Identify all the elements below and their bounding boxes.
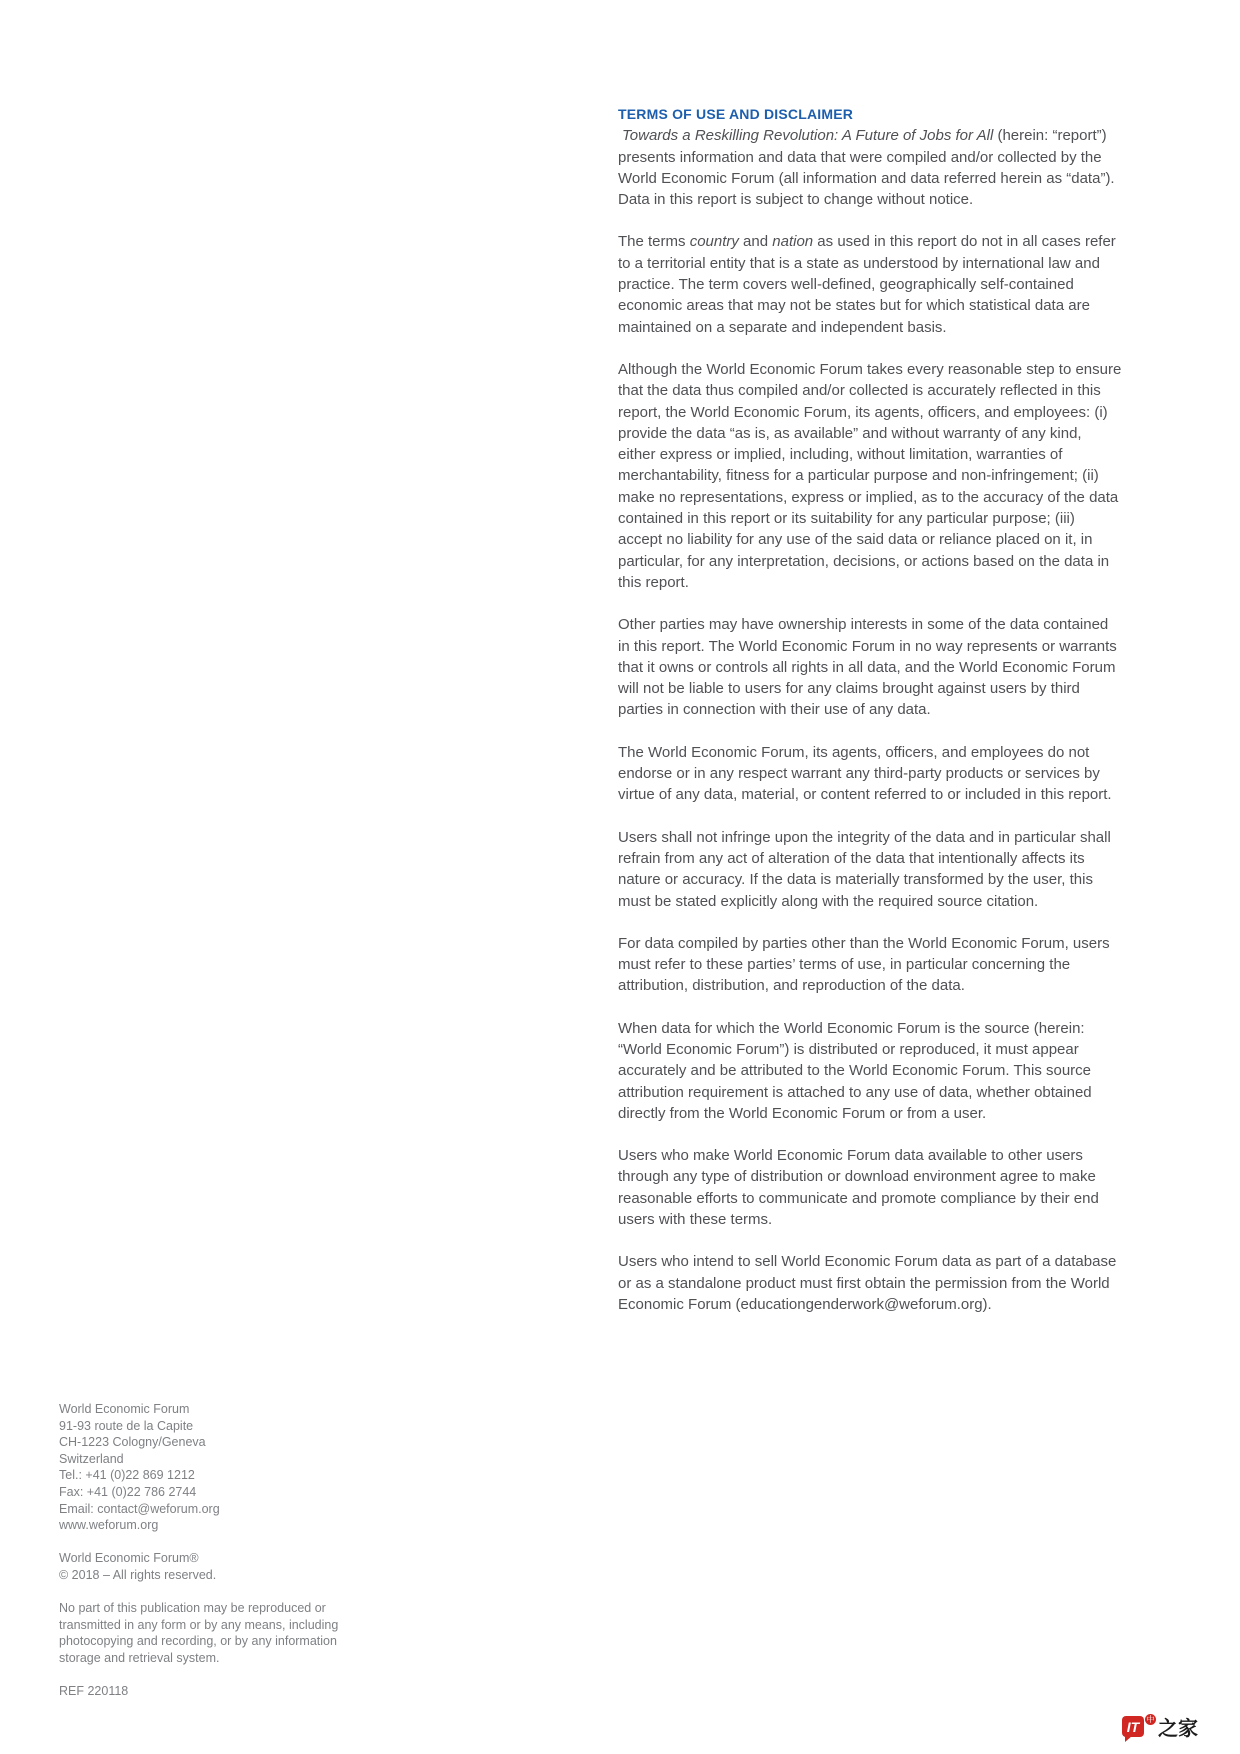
- rights-notice-block: [59, 1600, 338, 1666]
- terms-paragraph: Although the World Economic Forum takes every reasonable step to ensure that the data thus compiled and/or collected is accurately reflected in this report, the World Economic Forum, its agents, officers, and employees: (i) provide the data “as is, as available” and without warranty of any kind, either express or implied, including, without limitation, warranties of merchantability, fitness for a particular purpose and non-infringement; (ii) make no representations, express or implied, as to the accuracy of the data contained in this report or its suitability for any particular purpose; (iii) accept no liability for any use of the said data or reliance placed on it, in particular, for any interpretation, decisions, or actions based on the data in this report.: [618, 360, 1122, 591]
- terms-section: [618, 104, 1123, 1336]
- imprint-line: 91-93 route de la Capite: [59, 1418, 194, 1433]
- terms-paragraph: The terms country and nation as used in this report do not in all cases refer to a territorial entity that is a state as understood by international law and practice. The term covers well-defined, geographically self-contained economic areas that may not be states but for which statistical data are maintained on a separate and independent basis.: [618, 233, 1116, 336]
- imprint-line: Tel.: +41 (0)22 869 1212: [59, 1468, 195, 1483]
- terms-paragraph: Users who make World Economic Forum data available to other users through any type of distribution or download environment agree to make reasonable efforts to communicate and promote compliance by their end users with these terms.: [618, 1147, 1099, 1229]
- terms-heading: TERMS OF USE AND DISCLAIMER: [618, 106, 854, 122]
- imprint-block: [59, 1401, 338, 1699]
- imprint-line: Fax: +41 (0)22 786 2744: [59, 1484, 197, 1499]
- ref-number: REF 220118: [59, 1683, 129, 1698]
- copyright-block: [59, 1550, 338, 1583]
- terms-paragraph: Users shall not infringe upon the integrity of the data and in particular shall refrain from any act of alteration of the data that intentionally affects its nature or accuracy. If the data is materially transformed by the user, this must be stated explicitly along with the required source citation.: [618, 828, 1111, 910]
- imprint-line: Switzerland: [59, 1451, 124, 1466]
- terms-paragraph: When data for which the World Economic Forum is the source (herein: “World Economic Forum”) is distributed or reproduced, it must appear accurately and be attributed to the World Economic Forum. This source attribution requirement is attached to any use of data, whether obtained directly from the World Economic Forum or from a user.: [618, 1019, 1092, 1122]
- imprint-line: CH-1223 Cologny/Geneva: [59, 1435, 206, 1450]
- imprint-line: photocopying and recording, or by any information: [59, 1634, 337, 1649]
- imprint-line: transmitted in any form or by any means, including: [59, 1617, 339, 1632]
- ithome-name-text: 之家: [1158, 1716, 1198, 1740]
- terms-paragraph: The World Economic Forum, its agents, officers, and employees do not endorse or in any respect warrant any third-party products or services by virtue of any data, material, or content referred to or included in this report.: [618, 743, 1112, 804]
- terms-paragraph: Users who intend to sell World Economic Forum data as part of a database or as a standalone product must first obtain the permission from the World Economic Forum (educationgenderwork@weforum.org).: [618, 1253, 1117, 1313]
- imprint-line: World Economic Forum®: [59, 1551, 199, 1566]
- terms-paragraph: For data compiled by parties other than the World Economic Forum, users must refer to these parties’ terms of use, in particular concerning the attribution, distribution, and reproduction of the data.: [618, 934, 1110, 995]
- ithome-bubble-label: IT: [1126, 1718, 1140, 1735]
- imprint-line: No part of this publication may be reproduced or: [59, 1600, 326, 1615]
- imprint-line: Email: contact@weforum.org: [59, 1501, 220, 1516]
- imprint-line: www.weforum.org: [59, 1518, 159, 1533]
- imprint-line: World Economic Forum: [59, 1402, 190, 1416]
- ithome-bubble-icon: [1122, 1716, 1144, 1737]
- ithome-watermark: [1122, 1716, 1198, 1740]
- imprint-line: © 2018 – All rights reserved.: [59, 1567, 217, 1582]
- ithome-badge-icon: 中: [1146, 1715, 1155, 1724]
- terms-paragraph: Other parties may have ownership interests in some of the data contained in this report. The World Economic Forum in no way represents or warrants that it owns or controls all rights in all data, and the World Economic Forum will not be liable to users for any claims brought against users by third parties in connection with their use of any data.: [618, 616, 1117, 719]
- imprint-line: storage and retrieval system.: [59, 1650, 220, 1665]
- terms-paragraph: Towards a Reskilling Revolution: A Future of Jobs for All (herein: “report”) presents information and data that were compiled and/or collected by the World Economic Forum (all information and data referred herein as “data”). Data in this report is subject to change without notice.: [618, 127, 1115, 209]
- address-block: [59, 1401, 338, 1534]
- terms-paragraphs: [618, 125, 1123, 1315]
